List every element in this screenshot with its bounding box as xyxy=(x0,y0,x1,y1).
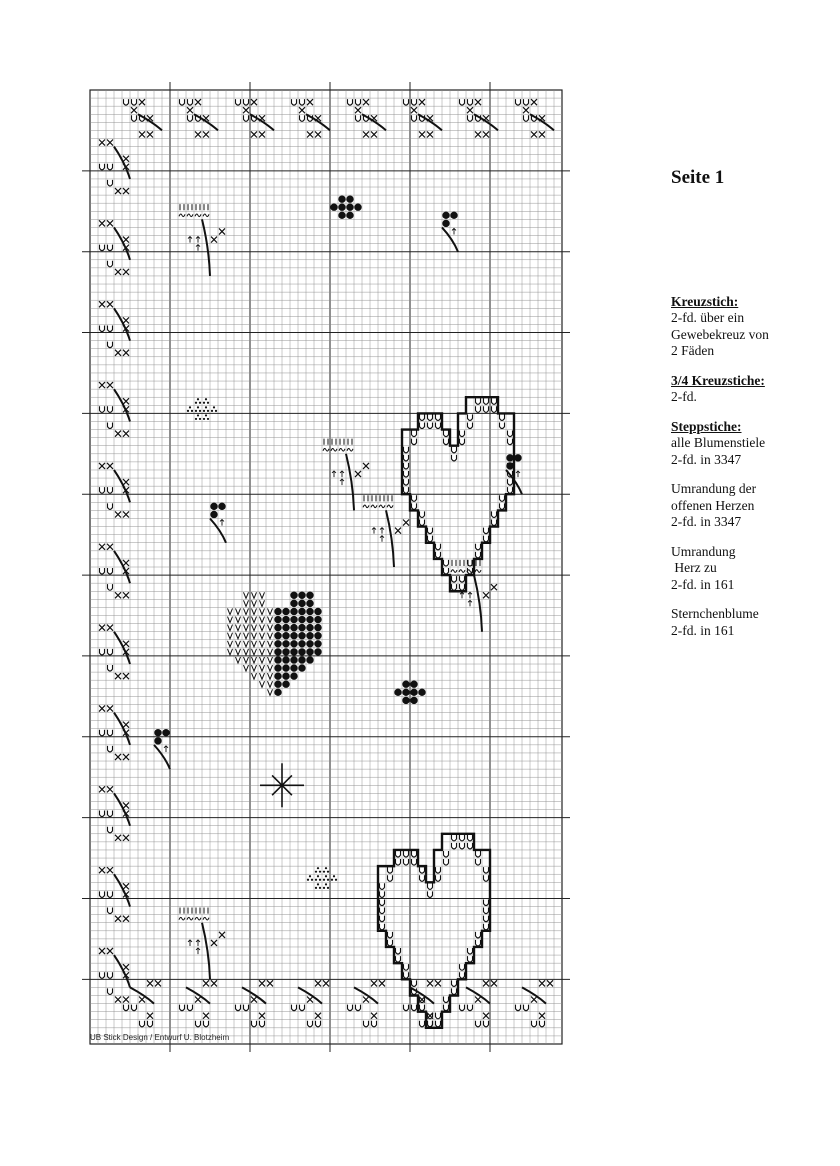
filled-stitch-mark xyxy=(314,624,321,631)
filled-stitch-mark xyxy=(298,624,305,631)
filled-stitch-mark xyxy=(338,195,345,202)
filled-stitch-mark xyxy=(402,689,409,696)
filled-stitch-mark xyxy=(282,632,289,639)
filled-stitch-mark xyxy=(418,689,425,696)
trio-stitch-mark xyxy=(317,867,319,869)
legend-star-flower xyxy=(671,606,831,639)
filled-stitch-mark xyxy=(506,454,513,461)
filled-stitch-mark xyxy=(274,664,281,671)
filled-stitch-mark xyxy=(410,697,417,704)
filled-stitch-mark xyxy=(298,632,305,639)
filled-stitch-mark xyxy=(298,640,305,647)
filled-stitch-mark xyxy=(274,632,281,639)
filled-stitch-mark xyxy=(314,640,321,647)
trio-stitch-mark xyxy=(207,418,209,420)
legend-line: Herz zu xyxy=(671,560,717,575)
trio-stitch-mark xyxy=(323,879,325,881)
trio-stitch-mark xyxy=(207,410,209,412)
trio-stitch-mark xyxy=(309,875,311,877)
legend-line: 2-fd. in 3347 xyxy=(671,451,742,467)
filled-stitch-mark xyxy=(306,632,313,639)
filled-stitch-mark xyxy=(274,672,281,679)
trio-stitch-mark xyxy=(317,875,319,877)
filled-stitch-mark xyxy=(410,689,417,696)
trio-stitch-mark xyxy=(203,402,205,404)
trio-stitch-mark xyxy=(187,410,189,412)
legend-heading: 3/4 Kreuzstiche: xyxy=(671,372,765,388)
filled-stitch-mark xyxy=(314,632,321,639)
trio-stitch-mark xyxy=(195,418,197,420)
filled-stitch-mark xyxy=(314,608,321,615)
trio-stitch-mark xyxy=(191,410,193,412)
chart-grid xyxy=(82,82,570,1052)
legend-line: 2-fd. über ein xyxy=(671,310,745,325)
filled-stitch-mark xyxy=(282,672,289,679)
design-credit: UB Stick Design / Entwurf U. Blotzheim xyxy=(90,1033,230,1042)
filled-stitch-mark xyxy=(506,462,513,469)
legend-line: 2-fd. in 3347 xyxy=(671,514,742,529)
trio-stitch-mark xyxy=(195,410,197,412)
filled-stitch-mark xyxy=(290,656,297,663)
legend-three-quarter-stitch xyxy=(671,373,831,406)
trio-stitch-mark xyxy=(189,406,191,408)
trio-stitch-mark xyxy=(317,883,319,885)
legend-line: Umrandung der xyxy=(671,481,757,496)
trio-stitch-mark xyxy=(333,875,335,877)
trio-stitch-mark xyxy=(199,410,201,412)
legend-line: offenen Herzen xyxy=(671,497,755,513)
filled-stitch-mark xyxy=(274,640,281,647)
filled-stitch-mark xyxy=(274,689,281,696)
page-title: Seite 1 xyxy=(671,167,725,188)
filled-stitch-mark xyxy=(346,195,353,202)
filled-stitch-mark xyxy=(290,672,297,679)
filled-stitch-mark xyxy=(274,616,281,623)
trio-stitch-mark xyxy=(325,875,327,877)
trio-stitch-mark xyxy=(315,887,317,889)
filled-stitch-mark xyxy=(306,600,313,607)
filled-stitch-mark xyxy=(298,600,305,607)
filled-stitch-mark xyxy=(330,204,337,211)
legend xyxy=(671,167,831,652)
filled-stitch-mark xyxy=(346,204,353,211)
filled-stitch-mark xyxy=(346,212,353,219)
legend-line: alle Blumenstiele xyxy=(671,435,766,450)
trio-stitch-mark xyxy=(203,418,205,420)
filled-stitch-mark xyxy=(274,648,281,655)
filled-stitch-mark xyxy=(306,640,313,647)
filled-stitch-mark xyxy=(338,212,345,219)
legend-heading: Kreuzstich: xyxy=(671,293,739,309)
filled-stitch-mark xyxy=(210,511,217,518)
trio-stitch-mark xyxy=(327,879,329,881)
trio-stitch-mark xyxy=(205,406,207,408)
legend-line: Gewebekreuz von xyxy=(671,326,769,342)
trio-stitch-mark xyxy=(315,871,317,873)
filled-stitch-mark xyxy=(514,454,521,461)
filled-stitch-mark xyxy=(338,204,345,211)
legend-open-heart-outline xyxy=(671,481,831,531)
filled-stitch-mark xyxy=(402,681,409,688)
filled-stitch-mark xyxy=(450,212,457,219)
filled-stitch-mark xyxy=(290,616,297,623)
trio-stitch-mark xyxy=(207,402,209,404)
filled-stitch-mark xyxy=(290,624,297,631)
legend-line: 2-fd. xyxy=(671,389,697,404)
trio-stitch-mark xyxy=(327,871,329,873)
trio-stitch-mark xyxy=(197,414,199,416)
trio-stitch-mark xyxy=(205,414,207,416)
trio-stitch-mark xyxy=(323,887,325,889)
filled-stitch-mark xyxy=(274,608,281,615)
trio-stitch-mark xyxy=(215,410,217,412)
filled-stitch-mark xyxy=(354,204,361,211)
legend-heading: Steppstiche: xyxy=(671,418,742,434)
filled-stitch-mark xyxy=(290,632,297,639)
filled-stitch-mark xyxy=(314,648,321,655)
filled-stitch-mark xyxy=(210,503,217,510)
filled-stitch-mark xyxy=(162,729,169,736)
filled-stitch-mark xyxy=(290,592,297,599)
filled-stitch-mark xyxy=(306,592,313,599)
filled-stitch-mark xyxy=(274,624,281,631)
filled-stitch-mark xyxy=(442,220,449,227)
trio-stitch-mark xyxy=(213,406,215,408)
trio-stitch-mark xyxy=(311,879,313,881)
filled-stitch-mark xyxy=(218,503,225,510)
filled-stitch-mark xyxy=(298,616,305,623)
filled-stitch-mark xyxy=(154,737,161,744)
filled-stitch-mark xyxy=(298,664,305,671)
filled-stitch-mark xyxy=(282,664,289,671)
trio-stitch-mark xyxy=(205,398,207,400)
trio-stitch-mark xyxy=(319,879,321,881)
trio-stitch-mark xyxy=(307,879,309,881)
trio-stitch-mark xyxy=(325,883,327,885)
filled-stitch-mark xyxy=(314,616,321,623)
filled-stitch-mark xyxy=(282,608,289,615)
filled-stitch-mark xyxy=(274,681,281,688)
trio-stitch-mark xyxy=(323,871,325,873)
legend-line: 2-fd. in 161 xyxy=(671,622,735,638)
filled-stitch-mark xyxy=(290,648,297,655)
filled-stitch-mark xyxy=(154,729,161,736)
filled-stitch-mark xyxy=(282,616,289,623)
filled-stitch-mark xyxy=(402,697,409,704)
trio-stitch-mark xyxy=(197,406,199,408)
trio-stitch-mark xyxy=(195,402,197,404)
trio-stitch-mark xyxy=(203,410,205,412)
filled-stitch-mark xyxy=(298,656,305,663)
filled-stitch-mark xyxy=(306,608,313,615)
filled-stitch-mark xyxy=(290,640,297,647)
legend-line: Sternchenblume xyxy=(671,606,759,621)
trio-stitch-mark xyxy=(331,879,333,881)
filled-stitch-mark xyxy=(306,648,313,655)
filled-stitch-mark xyxy=(282,656,289,663)
filled-stitch-mark xyxy=(282,681,289,688)
filled-stitch-mark xyxy=(306,656,313,663)
trio-stitch-mark xyxy=(325,867,327,869)
filled-stitch-mark xyxy=(410,681,417,688)
filled-stitch-mark xyxy=(290,608,297,615)
trio-stitch-mark xyxy=(335,879,337,881)
filled-stitch-mark xyxy=(282,640,289,647)
filled-stitch-mark xyxy=(298,608,305,615)
trio-stitch-mark xyxy=(319,871,321,873)
filled-stitch-mark xyxy=(306,624,313,631)
filled-stitch-mark xyxy=(290,664,297,671)
trio-stitch-mark xyxy=(211,410,213,412)
filled-stitch-mark xyxy=(298,648,305,655)
trio-stitch-mark xyxy=(199,418,201,420)
legend-line: 2-fd. in 161 xyxy=(671,576,735,592)
filled-stitch-mark xyxy=(282,624,289,631)
legend-cross-stitch xyxy=(671,294,831,360)
filled-stitch-mark xyxy=(442,212,449,219)
trio-stitch-mark xyxy=(327,887,329,889)
trio-stitch-mark xyxy=(197,398,199,400)
legend-back-stitch xyxy=(671,419,831,469)
filled-stitch-mark xyxy=(274,656,281,663)
trio-stitch-mark xyxy=(199,402,201,404)
trio-stitch-mark xyxy=(319,887,321,889)
filled-stitch-mark xyxy=(394,689,401,696)
filled-stitch-mark xyxy=(298,592,305,599)
legend-heart-outline xyxy=(671,544,831,594)
legend-line: 2 Fäden xyxy=(671,343,715,358)
filled-stitch-mark xyxy=(306,616,313,623)
filled-stitch-mark xyxy=(290,600,297,607)
filled-stitch-mark xyxy=(282,648,289,655)
trio-stitch-mark xyxy=(315,879,317,881)
legend-line: Umrandung xyxy=(671,543,736,559)
